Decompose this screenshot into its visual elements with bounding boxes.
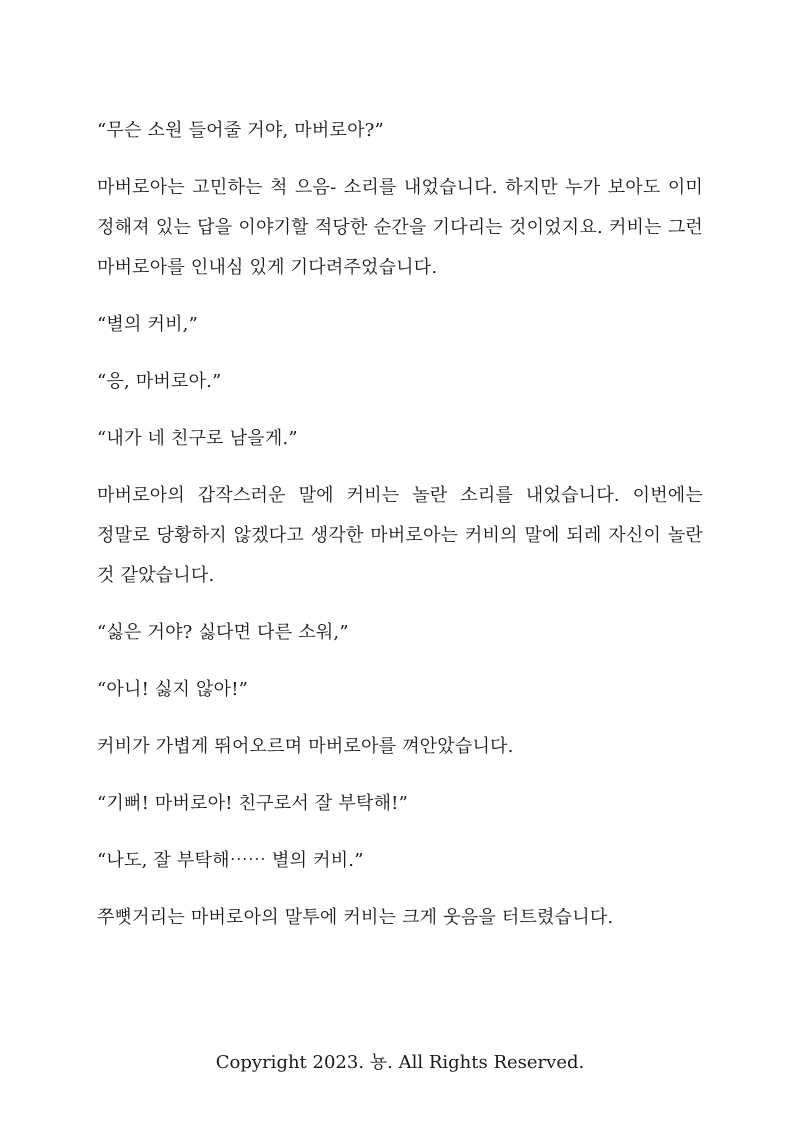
paragraph: “내가 네 친구로 남을게.” [97, 428, 298, 449]
copyright-footer: Copyright 2023. 뇽. All Rights Reserved. [215, 1052, 585, 1073]
paragraph: 커비가 가볍게 뛰어오르며 마버로아를 껴안았습니다. [97, 736, 514, 757]
paragraph: “싫은 거야? 싫다면 다른 소워,” [97, 622, 349, 643]
paragraph: “응, 마버로아.” [97, 371, 222, 392]
paragraph: “나도, 잘 부탁해⋯⋯ 별의 커비.” [97, 850, 364, 871]
paragraph: “별의 커비,” [97, 314, 198, 335]
paragraph: 마버로아의 갑작스러운 말에 커비는 놀란 소리를 내었습니다. 이번에는 정말로 당황하지 않겠다고 생각한 마버로아는 커비의 말에 되레 자신이 놀란 것 같았습니다. [97, 485, 703, 586]
paragraph: 마버로아는 고민하는 척 으음- 소리를 내었습니다. 하지만 누가 보아도 이미 정해져 있는 답을 이야기할 적당한 순간을 기다리는 것이었지요. 커비는 그런 마버로아를 인내심 있게 기다려주었습니다. [97, 177, 703, 278]
document-body [97, 111, 703, 955]
paragraph: “무슨 소원 들어줄 거야, 마버로아?” [97, 120, 384, 141]
paragraph: “기뻐! 마버로아! 친구로서 잘 부탁해!” [97, 793, 409, 814]
paragraph: 쭈뼛거리는 마버로아의 말투에 커비는 크게 웃음을 터트렸습니다. [97, 907, 614, 928]
paragraph: “아니! 싫지 않아!” [97, 679, 249, 700]
